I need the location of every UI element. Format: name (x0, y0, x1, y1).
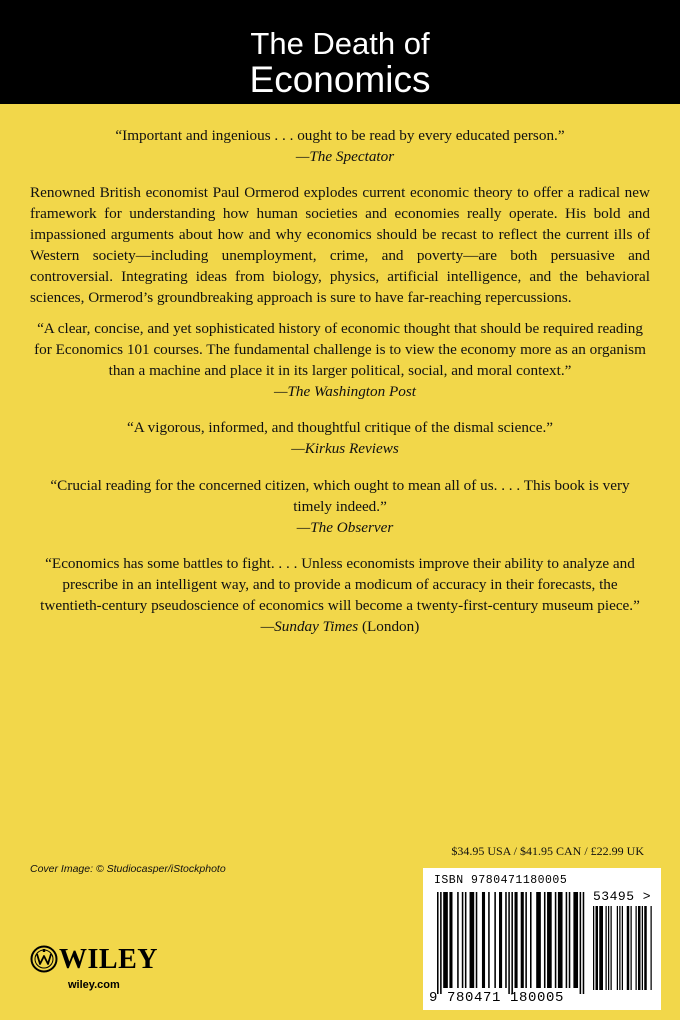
blurb-observer-source: —The Observer (296, 519, 394, 536)
barcode-bar (536, 892, 541, 988)
price-line: $34.95 USA / $41.95 CAN / £22.99 UK (451, 844, 644, 858)
blurb-kirkus-quote: “A vigorous, informed, and thoughtful critique of the dismal science.” (127, 419, 553, 436)
blurb-sunday-times (30, 553, 650, 637)
barcode-bar (482, 892, 485, 988)
barcode-addon-digits: 53495 > (593, 889, 652, 904)
barcode-addon-bar (596, 906, 599, 990)
barcode-addon-bar (651, 906, 652, 990)
blurb-washington-post (30, 318, 650, 402)
barcode-bar (449, 892, 452, 988)
cover-credit: Cover Image: © Studiocasper/iStockphoto (30, 863, 226, 875)
barcode-bar (530, 892, 532, 988)
barcode-bar (515, 892, 518, 988)
blurb-observer-quote: “Crucial reading for the concerned citizen, which ought to mean all of us. . . . This book is very timely indeed.” (50, 477, 630, 515)
blurb-sunday-times-attribution (30, 616, 650, 637)
barcode-addon-bar (631, 906, 632, 990)
title-line-1: The Death of (250, 26, 430, 61)
barcode-guard-bar (580, 892, 582, 994)
blurb-sunday-times-quote: “Economics has some battles to fight. . . . Unless economists improve their ability to analyze and prescribe in an intelligent way, and to provide a modicum of accuracy in their forecasts, the twentieth-century pseudoscience of economics will become a twenty-first-century museum piece.” (40, 555, 640, 614)
barcode-addon-bar (622, 906, 623, 990)
barcode-addon-bar (599, 906, 603, 990)
barcode-addon-bar (627, 906, 630, 990)
isbn-barcode (423, 868, 661, 1010)
blurb-sunday-times-source: —Sunday Times (260, 618, 359, 635)
isbn-label: ISBN 9780471180005 (434, 874, 568, 887)
title-line-2: Economics (249, 59, 431, 100)
publisher-name: WILEY (59, 944, 158, 975)
barcode-bar (462, 892, 464, 988)
blurb-spectator (30, 125, 650, 167)
barcode-ean-digits: 9 780471 180005 (429, 990, 565, 1006)
barcode-bar (521, 892, 524, 988)
barcode-addon-bar (606, 906, 607, 990)
blurb-kirkus (30, 417, 650, 459)
blurb-washington-post-source: —The Washington Post (273, 383, 417, 400)
barcode-addon-bar (638, 906, 641, 990)
blurb-observer (30, 475, 650, 538)
barcode-bar (525, 892, 527, 988)
barcode-addon-bar (617, 906, 618, 990)
barcode-bar (457, 892, 459, 988)
barcode-guard-bar (511, 892, 513, 994)
barcode-bar (566, 892, 568, 988)
blurb-spectator-quote: “Important and ingenious . . . ought to be read by every educated person.” (115, 127, 565, 144)
barcode-addon-bar (642, 906, 643, 990)
barcode-addon-bar (644, 906, 647, 990)
barcode-bar (544, 892, 546, 988)
publisher-logo (30, 944, 160, 994)
barcode-bar (547, 892, 552, 988)
barcode-addon-bar (619, 906, 620, 990)
barcode-bar (573, 892, 578, 988)
blurb-spectator-source: —The Spectator (295, 148, 395, 165)
publisher-url: wiley.com (68, 979, 120, 991)
barcode-bar (443, 892, 448, 988)
blurb-washington-post-quote: “A clear, concise, and yet sophisticated history of economic thought that should be required reading for Economics 101 courses. The fundamental challenge is to view the economy more as an organism than a machine and place it in its larger political, social, and moral context.” (34, 320, 646, 379)
barcode-bar (470, 892, 475, 988)
barcode-bar (558, 892, 563, 988)
barcode-bar (494, 892, 496, 988)
barcode-addon-bar (608, 906, 609, 990)
barcode-addon-bar (611, 906, 612, 990)
barcode-bar (499, 892, 502, 988)
blurb-kirkus-source: —Kirkus Reviews (291, 440, 399, 457)
barcode-bar (505, 892, 507, 988)
wiley-seal-icon (30, 945, 58, 973)
blurb-sunday-times-source-suffix: (London) (358, 618, 420, 635)
barcode-addon-bar (593, 906, 594, 990)
book-description: Renowned British economist Paul Ormerod explodes current economic theory to offer a radical new framework for understanding how human societies and economies really operate. His bold and impassioned arguments about how and why economics should be recast to reflect the current ills of Western society—including unemployment, crime, and poverty—are both persuasive and controversial. Integrating ideas from biology, physics, artificial intelligence, and the behavioral sciences, Ormerod’s groundbreaking approach is sure to have far-reaching repercussions. (30, 184, 650, 306)
barcode-bar (555, 892, 557, 988)
barcode-guard-bar (437, 892, 439, 994)
barcode-bar (488, 892, 490, 988)
barcode-guard-bar (508, 892, 510, 994)
barcode-bar (465, 892, 467, 988)
barcode-bar (569, 892, 571, 988)
barcode-addon-bar (636, 906, 637, 990)
title-banner (0, 0, 680, 104)
barcode-guard-bar (583, 892, 585, 994)
barcode-bar (476, 892, 478, 988)
barcode-guard-bar (440, 892, 442, 994)
